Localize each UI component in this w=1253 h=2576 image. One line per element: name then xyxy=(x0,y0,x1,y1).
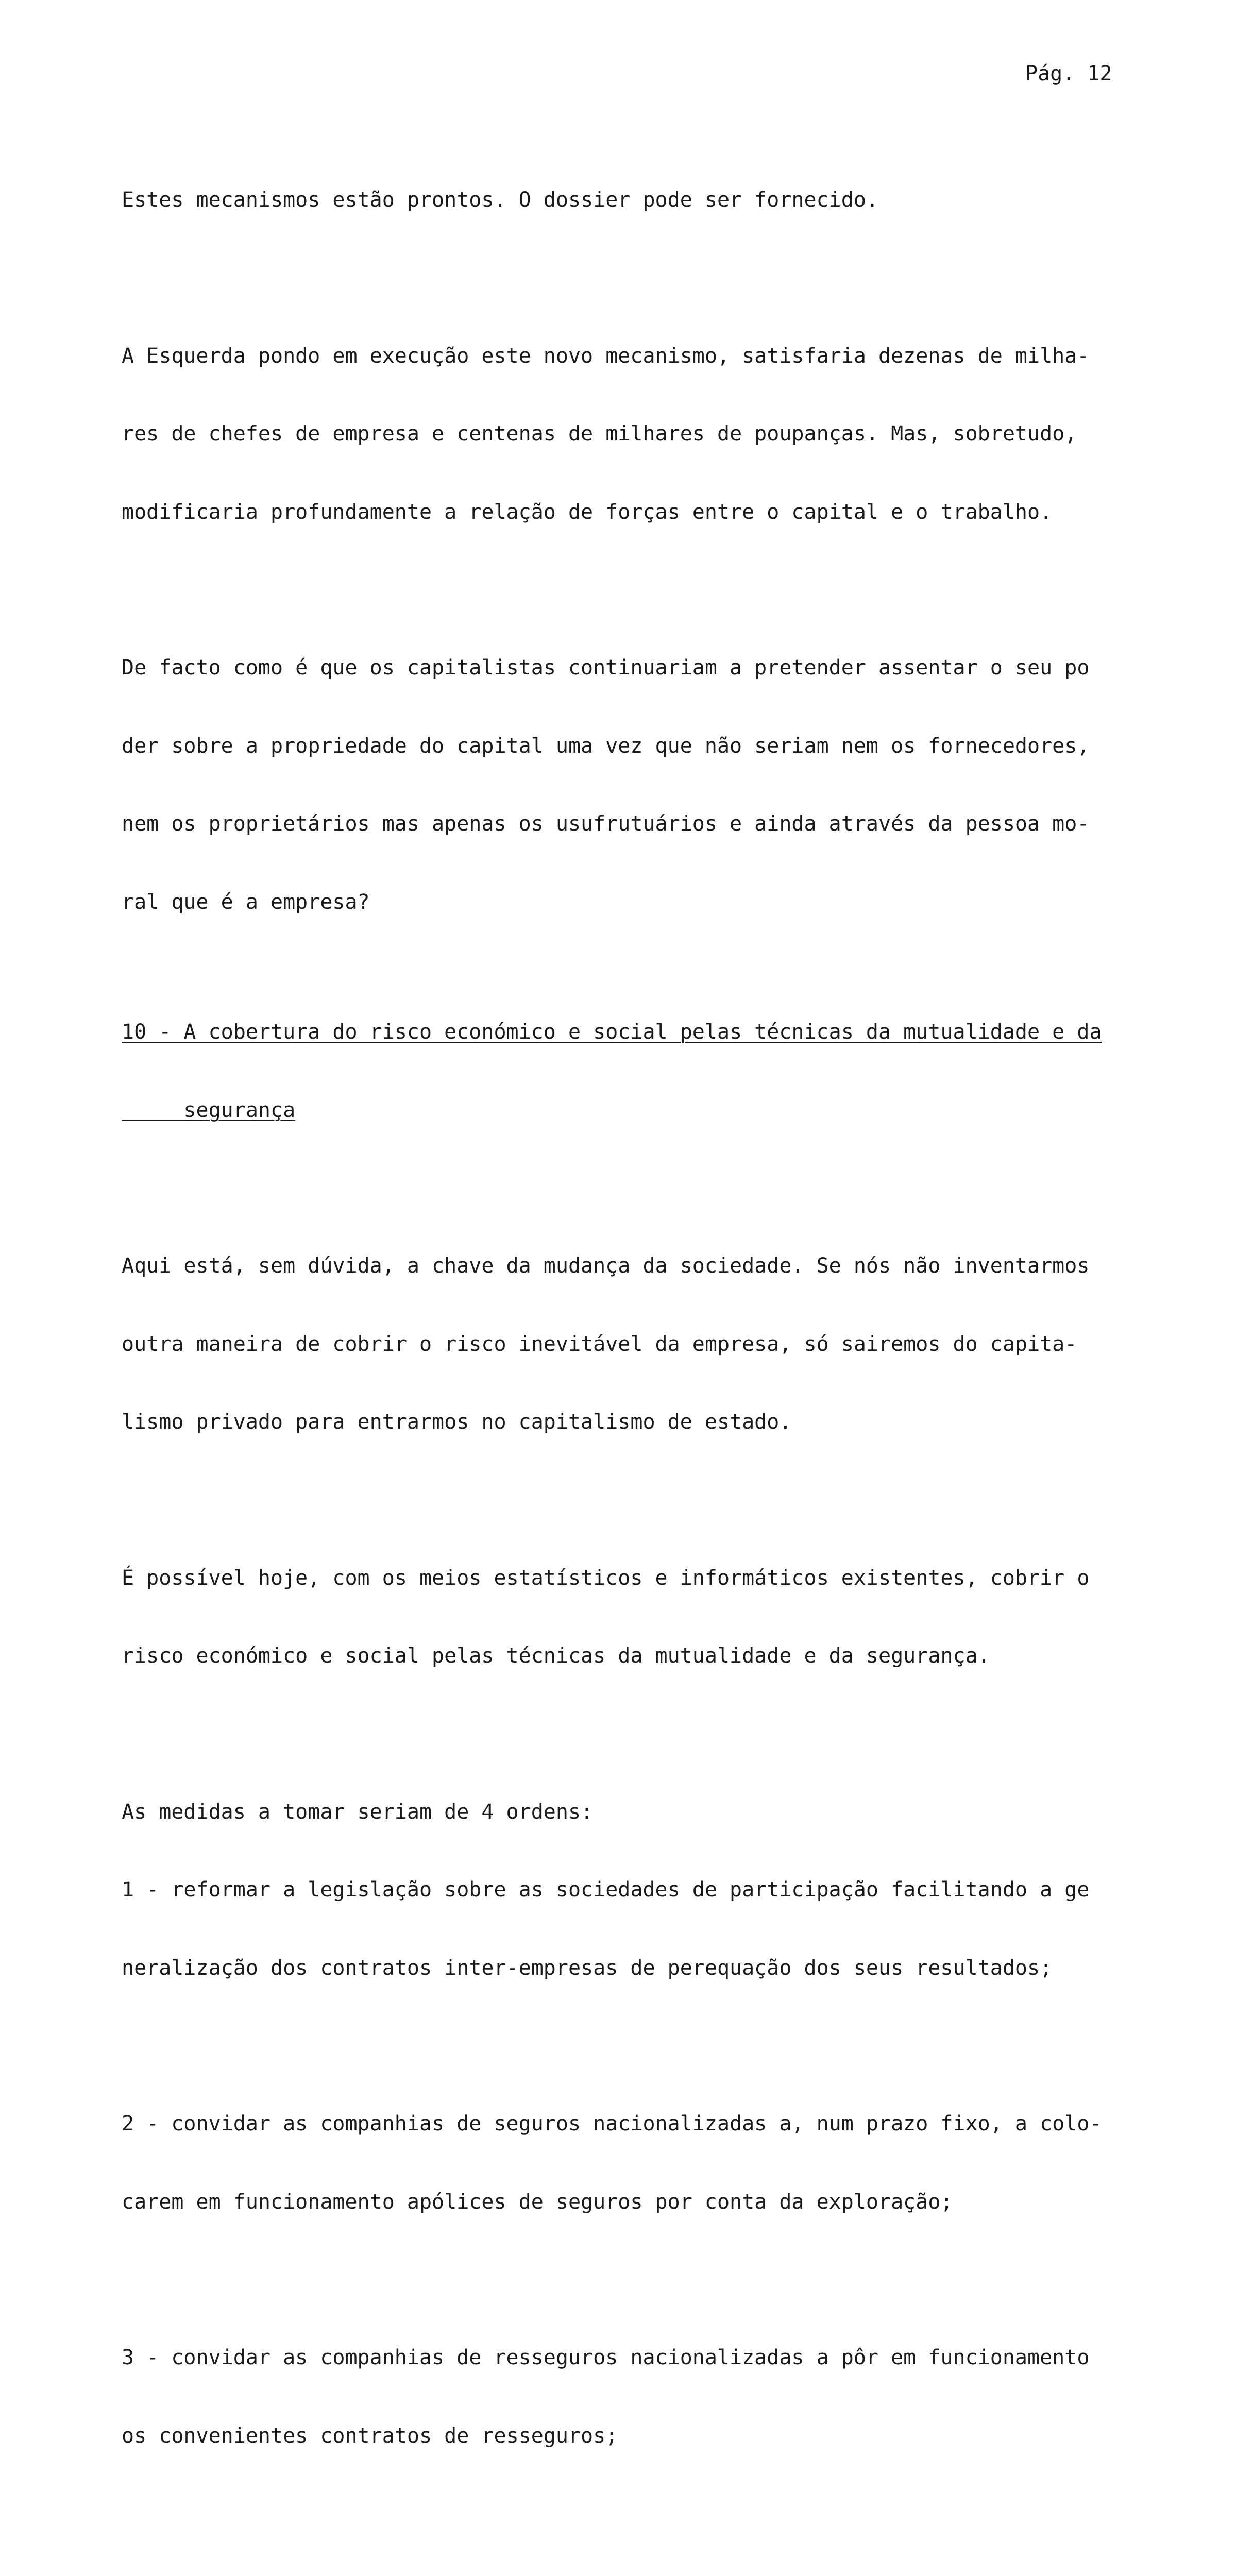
paragraph-intro-3 xyxy=(122,603,1152,967)
paragraph-section-10-4 xyxy=(122,2059,1152,2267)
text-line: Estes mecanismos estão prontos. O dossier pode ser fornecido. xyxy=(122,188,879,212)
text-line: der sobre a propriedade do capital uma vez que não seriam nem os fornecedores, xyxy=(122,734,1090,758)
paragraph-section-10-3 xyxy=(122,1747,1152,2033)
paragraph-section-10-5 xyxy=(122,2293,1152,2501)
paragraph-intro-1 xyxy=(122,135,1152,265)
paragraph-section-10-6 xyxy=(122,2527,1152,2576)
text-line: ral que é a empresa? xyxy=(122,890,370,914)
text-line: modificaria profundamente a relação de forças entre o capital e o trabalho. xyxy=(122,500,1053,524)
section-10-heading xyxy=(122,967,1152,1175)
text-line: É possível hoje, com os meios estatísticos e informáticos existentes, cobrir o xyxy=(122,1566,1090,1590)
paragraph-intro-2 xyxy=(122,291,1152,578)
section-heading-line: segurança xyxy=(122,1098,296,1122)
paragraph-section-10-2 xyxy=(122,1513,1152,1721)
text-line: risco económico e social pelas técnicas da mutualidade e da segurança. xyxy=(122,1644,990,1668)
list-item-line: os convenientes contratos de resseguros; xyxy=(122,2424,618,2448)
list-item-line: neralização dos contratos inter-empresas de perequação dos seus resultados; xyxy=(122,1956,1053,1980)
text-line: outra maneira de cobrir o risco inevitável da empresa, só sairemos do capita- xyxy=(122,1332,1077,1356)
text-line: nem os proprietários mas apenas os usufrutuários e ainda através da pessoa mo- xyxy=(122,812,1090,836)
text-line: res de chefes de empresa e centenas de milhares de poupanças. Mas, sobretudo, xyxy=(122,422,1077,446)
section-heading-line: 10 - A cobertura do risco económico e social pelas técnicas da mutualidade e da xyxy=(122,1020,1102,1044)
document-body xyxy=(122,135,1152,2576)
list-item-line: 3 - convidar as companhias de resseguros nacionalizadas a pôr em funcionamento xyxy=(122,2346,1090,2369)
text-line: De facto como é que os capitalistas continuariam a pretender assentar o seu po xyxy=(122,656,1090,680)
text-line: A Esquerda pondo em execução este novo mecanismo, satisfaria dezenas de milha- xyxy=(122,344,1090,368)
paragraph-section-10-1 xyxy=(122,1201,1152,1487)
list-item-line: carem em funcionamento apólices de seguros por conta da exploração; xyxy=(122,2190,953,2214)
text-line: Aqui está, sem dúvida, a chave da mudança da sociedade. Se nós não inventarmos xyxy=(122,1254,1090,1278)
text-line: As medidas a tomar seriam de 4 ordens: xyxy=(122,1800,594,1824)
text-line: lismo privado para entrarmos no capitalismo de estado. xyxy=(122,1410,792,1434)
list-item-line: 2 - convidar as companhias de seguros nacionalizadas a, num prazo fixo, a colo- xyxy=(122,2112,1102,2136)
page-number: Pág. 12 xyxy=(1025,62,1112,86)
list-item-line: 1 - reformar a legislação sobre as sociedades de participação facilitando a ge xyxy=(122,1878,1090,1902)
